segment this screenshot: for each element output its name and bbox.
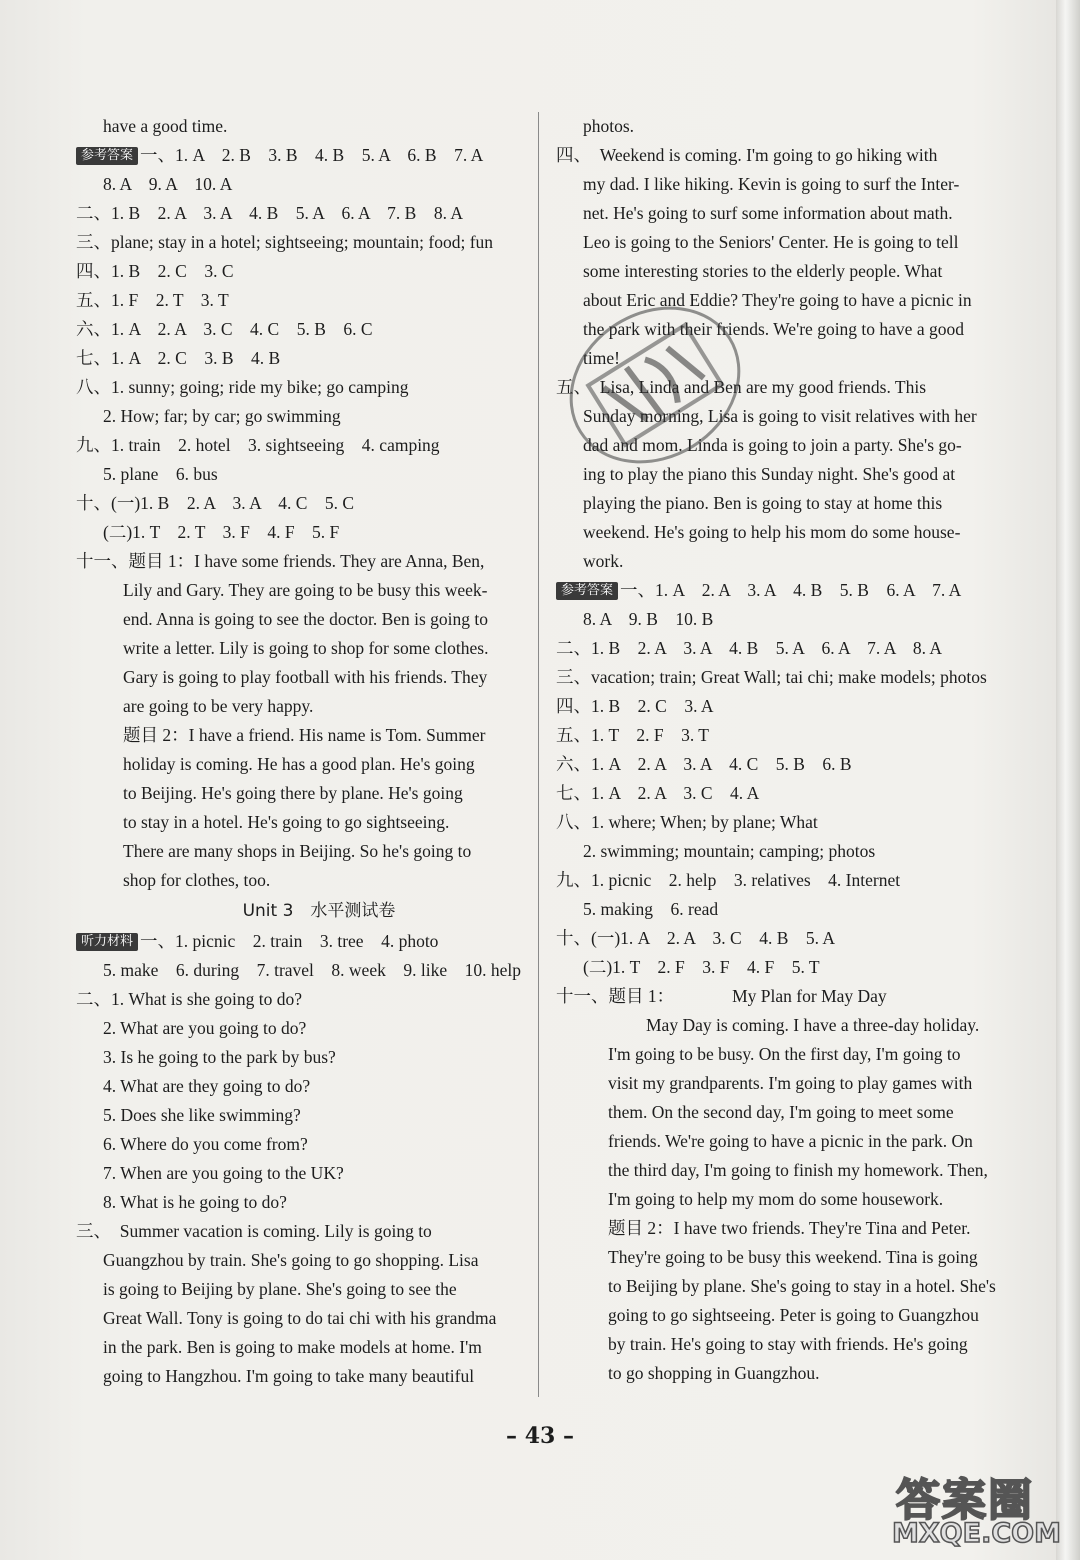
answer-line: 八、1. sunny; going; ride my bike; go camping — [76, 377, 409, 397]
left-column — [76, 112, 522, 1391]
listening-line: about Eric and Eddie? They're going to have a picnic in — [583, 290, 972, 310]
listening-line: Sunday morning, Lisa is going to visit relatives with her — [583, 406, 977, 426]
listening-line: work. — [583, 551, 624, 571]
listening-line — [76, 927, 522, 956]
listening-line: 5. Does she like swimming? — [103, 1105, 301, 1125]
answer-line: 十、(一)1. B 2. A 3. A 4. C 5. C — [76, 493, 355, 513]
answer-line: 五、1. F 2. T 3. T — [76, 290, 229, 310]
essay-line: 题目 2：I have a friend. His name is Tom. Summer — [123, 725, 486, 745]
listening-line: 7. When are you going to the UK? — [103, 1163, 344, 1183]
listening-line: 五、 Lisa, Linda and Ben are my good friends. This — [556, 377, 927, 397]
essay-line: 题目 2：I have two friends. They're Tina and Peter. — [608, 1218, 971, 1238]
listening-line: 四、 Weekend is coming. I'm going to go hiking with — [556, 145, 938, 165]
answer-key-tag: 参考答案 — [556, 582, 618, 600]
answer-line: 二、1. B 2. A 3. A 4. B 5. A 6. A 7. B 8. A — [76, 203, 464, 223]
essay-line: I'm going to help my mom do some housework. — [608, 1189, 944, 1209]
listening-line: photos. — [583, 116, 635, 136]
site-logo — [890, 1462, 1070, 1554]
essay-line: May Day is coming. I have a three-day holiday. — [646, 1015, 980, 1035]
listening-line: weekend. He's going to help his mom do some house- — [583, 522, 961, 542]
answer-line: 七、1. A 2. A 3. C 4. A — [556, 783, 760, 803]
answer-line — [556, 576, 1004, 605]
essay-line: to Beijing. He's going there by plane. He's going — [123, 783, 463, 803]
essay-line: by train. He's going to stay with friends. He's going — [608, 1334, 968, 1354]
right-column — [556, 112, 1004, 1388]
answer-line: (二)1. T 2. F 3. F 4. F 5. T — [583, 957, 820, 977]
essay-line: going to go sightseeing. Peter is going to Guangzhou — [608, 1305, 979, 1325]
listening-line: 5. make 6. during 7. travel 8. week 9. like 10. help — [103, 960, 521, 980]
essay-line: visit my grandparents. I'm going to play games with — [608, 1073, 973, 1093]
essay-title: My Plan for May Day — [732, 986, 887, 1006]
essay-line: the third day, I'm going to finish my homework. Then, — [608, 1160, 988, 1180]
answer-line: 8. A 9. A 10. A — [103, 174, 233, 194]
essay-line: friends. We're going to have a picnic in the park. On — [608, 1131, 973, 1151]
answer-line: 四、1. B 2. C 3. C — [76, 261, 234, 281]
text-line: have a good time. — [103, 116, 228, 136]
essay-line: to Beijing by plane. She's going to stay in a hotel. She's — [608, 1276, 996, 1296]
listening-line: 4. What are they going to do? — [103, 1076, 311, 1096]
answer-line: 2. How; far; by car; go swimming — [103, 406, 341, 426]
listening-line: 6. Where do you come from? — [103, 1134, 308, 1154]
essay-line: to stay in a hotel. He's going to go sightseeing. — [123, 812, 450, 832]
listening-line: dad and mom. Linda is going to join a party. She's go- — [583, 435, 962, 455]
essay-line: Lily and Gary. They are going to be busy this week- — [123, 580, 488, 600]
essay-line: end. Anna is going to see the doctor. Ben is going to — [123, 609, 489, 629]
essay-line: are going to be very happy. — [123, 696, 314, 716]
listening-line: 3. Is he going to the park by bus? — [103, 1047, 336, 1067]
listening-line: playing the piano. Ben is going to stay at home this — [583, 493, 943, 513]
answer-line: 九、1. picnic 2. help 3. relatives 4. Internet — [556, 870, 901, 890]
essay-line: shop for clothes, too. — [123, 870, 271, 890]
listening-tag: 听力材料 — [76, 933, 138, 951]
answer-line: 七、1. A 2. C 3. B 4. B — [76, 348, 281, 368]
answer-text: 一、1. A 2. A 3. A 4. B 5. B 6. A 7. A — [620, 580, 962, 600]
answer-line: 九、1. train 2. hotel 3. sightseeing 4. camping — [76, 435, 440, 455]
essay-line: to go shopping in Guangzhou. — [608, 1363, 820, 1383]
answer-line: 六、1. A 2. A 3. C 4. C 5. B 6. C — [76, 319, 373, 339]
answer-line: (二)1. T 2. T 3. F 4. F 5. F — [103, 522, 340, 542]
listening-line: is going to Beijing by plane. She's going to see the — [103, 1279, 457, 1299]
listening-line: my dad. I like hiking. Kevin is going to surf the Inter- — [583, 174, 960, 194]
answer-line: 四、1. B 2. C 3. A — [556, 696, 714, 716]
logo-url: MXQE.COM — [892, 1518, 1061, 1549]
essay-line: them. On the second day, I'm going to meet some — [608, 1102, 954, 1122]
essay-line: I'm going to be busy. On the first day, I'm going to — [608, 1044, 961, 1064]
essay-line: 十一、题目 1：I have some friends. They are Anna, Ben, — [76, 551, 485, 571]
unit-title: Unit 3 水平测试卷 — [242, 901, 396, 921]
answer-line: 五、1. T 2. F 3. T — [556, 725, 709, 745]
answer-line: 六、1. A 2. A 3. A 4. C 5. B 6. B — [556, 754, 852, 774]
listening-line: in the park. Ben is going to make models at home. I'm — [103, 1337, 482, 1357]
answer-line: 八、1. where; When; by plane; What — [556, 812, 818, 832]
listening-line: Leo is going to the Seniors' Center. He is going to tell — [583, 232, 959, 252]
listening-line: 2. What are you going to do? — [103, 1018, 307, 1038]
answer-line: 十、(一)1. A 2. A 3. C 4. B 5. A — [556, 928, 836, 948]
answer-line: 5. plane 6. bus — [103, 464, 218, 484]
answer-line: 三、vacation; train; Great Wall; tai chi; make models; photos — [556, 667, 987, 687]
listening-line: net. He's going to surf some information about math. — [583, 203, 953, 223]
answer-text: 一、1. A 2. B 3. B 4. B 5. A 6. B 7. A — [140, 145, 484, 165]
listening-line: Guangzhou by train. She's going to go shopping. Lisa — [103, 1250, 479, 1270]
answer-line: 8. A 9. B 10. B — [583, 609, 714, 629]
essay-line: write a letter. Lily is going to shop for some clothes. — [123, 638, 489, 658]
answer-line — [76, 141, 522, 170]
listening-text: 一、1. picnic 2. train 3. tree 4. photo — [140, 931, 439, 951]
answer-line: 三、plane; stay in a hotel; sightseeing; mountain; food; fun — [76, 232, 494, 252]
answer-key-tag: 参考答案 — [76, 147, 138, 165]
logo-text: 答案圈 — [896, 1475, 1034, 1526]
essay-number: 十一、题目 1： — [556, 986, 675, 1006]
listening-line: some interesting stories to the elderly people. What — [583, 261, 943, 281]
essay-line: There are many shops in Beijing. So he's going to — [123, 841, 472, 861]
listening-line: time! — [583, 348, 620, 368]
essay-line: holiday is coming. He has a good plan. He's going — [123, 754, 475, 774]
page-number: – 43 – — [506, 1423, 574, 1449]
listening-line: ing to play the piano this Sunday night. She's good at — [583, 464, 956, 484]
answer-line: 二、1. B 2. A 3. A 4. B 5. A 6. A 7. A 8. A — [556, 638, 943, 658]
answer-line: 5. making 6. read — [583, 899, 719, 919]
column-divider — [538, 112, 539, 1397]
listening-line: Great Wall. Tony is going to do tai chi with his grandma — [103, 1308, 497, 1328]
listening-line: going to Hangzhou. I'm going to take many beautiful — [103, 1366, 475, 1386]
listening-line: 8. What is he going to do? — [103, 1192, 287, 1212]
essay-heading-line — [556, 982, 1004, 1011]
listening-line: 三、 Summer vacation is coming. Lily is going to — [76, 1221, 432, 1241]
answer-line: 2. swimming; mountain; camping; photos — [583, 841, 876, 861]
page-edge — [1056, 0, 1080, 1560]
listening-line: the park with their friends. We're going to have a good — [583, 319, 964, 339]
essay-line: Gary is going to play football with his friends. They — [123, 667, 488, 687]
essay-line: They're going to be busy this weekend. Tina is going — [608, 1247, 978, 1267]
listening-line: 二、1. What is she going to do? — [76, 989, 303, 1009]
